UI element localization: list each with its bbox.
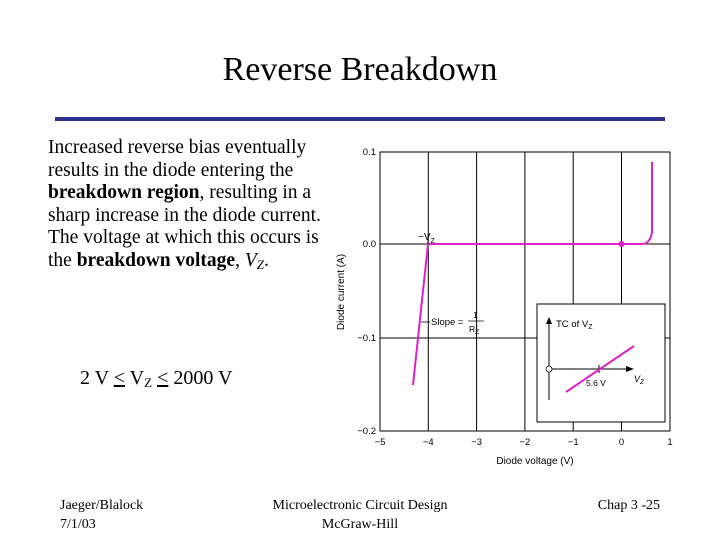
bullet-text-part4: .: [263, 249, 269, 271]
ytick-label: 0.0: [362, 239, 376, 250]
le-symbol-2: <: [157, 367, 169, 389]
title-divider: [55, 117, 665, 121]
slope-numerator: 1: [473, 310, 478, 320]
vz-annotation-text: [418, 232, 436, 245]
inset-y-label-text: TC of V: [556, 319, 589, 330]
slope-denominator-sub: Z: [475, 329, 480, 336]
bullet-text-part1: Increased reverse bias eventually results in the diode entering the: [48, 137, 307, 181]
footer-publisher: McGraw-Hill: [321, 517, 399, 532]
bullet-text-part3: ,: [235, 249, 245, 271]
footer-authors: [60, 496, 143, 534]
diode-iv-plot: [332, 132, 677, 472]
operating-point-marker: [619, 241, 625, 247]
inset-tick-label: 5.6 V: [586, 378, 606, 388]
inset-y-label: [556, 319, 593, 331]
slope-label: Slope =: [431, 317, 464, 328]
slope-annotation: [421, 310, 484, 336]
xtick-label: −2: [519, 437, 531, 448]
range-low: 2 V: [80, 367, 114, 389]
xtick-label: 1: [667, 437, 673, 448]
inset-x-label-text: V: [634, 374, 641, 384]
footer-chapter: Chap 3 -25: [597, 498, 660, 513]
bullet-text: [48, 137, 333, 276]
inset-x-label-sub: Z: [640, 379, 644, 386]
term-breakdown-voltage: breakdown voltage: [76, 249, 236, 271]
le-symbol-1: <: [113, 367, 126, 389]
x-tick-labels: [375, 437, 673, 448]
range-v-sub: Z: [144, 375, 153, 390]
slope-denominator-r: R: [469, 324, 476, 334]
x-axis-label: Diode voltage (V): [496, 456, 574, 467]
symbol-vz-letter: V: [244, 249, 257, 271]
vz-annotation: [418, 232, 436, 245]
xtick-label: −4: [422, 437, 434, 448]
slope-denominator: [469, 324, 479, 336]
inset-origin-marker: [546, 366, 552, 372]
range-high: 2000 V: [168, 367, 233, 389]
footer-authors-name: Jaeger/Blalock: [60, 498, 144, 513]
diode-iv-figure: [332, 132, 677, 477]
footer-date: 7/1/03: [60, 517, 96, 532]
xtick-label: 0: [618, 437, 625, 448]
ytick-label: 0.1: [362, 147, 376, 158]
xtick-label: −1: [567, 437, 579, 448]
ytick-label: −0.1: [357, 333, 376, 344]
footer-book-title: Microelectronic Circuit Design: [272, 498, 448, 513]
ytick-label: −0.2: [357, 426, 376, 437]
xtick-label: −3: [471, 437, 483, 448]
y-axis-label: Diode current (A): [336, 253, 347, 331]
bullet-text-part2: , resulting in a sharp increase in the diode current. The voltage at which this occurs is the: [48, 182, 321, 271]
vz-range: [80, 366, 232, 395]
tc-inset: [537, 304, 665, 422]
xtick-label: −5: [374, 437, 386, 448]
range-v: V: [125, 367, 145, 389]
symbol-vz: [245, 250, 264, 271]
vz-annotation-sub: Z: [430, 238, 435, 245]
term-breakdown-region: breakdown region: [48, 182, 200, 203]
vz-annotation-v: −V: [418, 232, 431, 243]
inset-y-label-sub: Z: [588, 324, 593, 331]
symbol-vz-sub: Z: [256, 256, 264, 272]
y-tick-labels: [357, 147, 376, 437]
slide-title: Reverse Breakdown: [222, 51, 498, 88]
footer-book: [265, 496, 455, 534]
